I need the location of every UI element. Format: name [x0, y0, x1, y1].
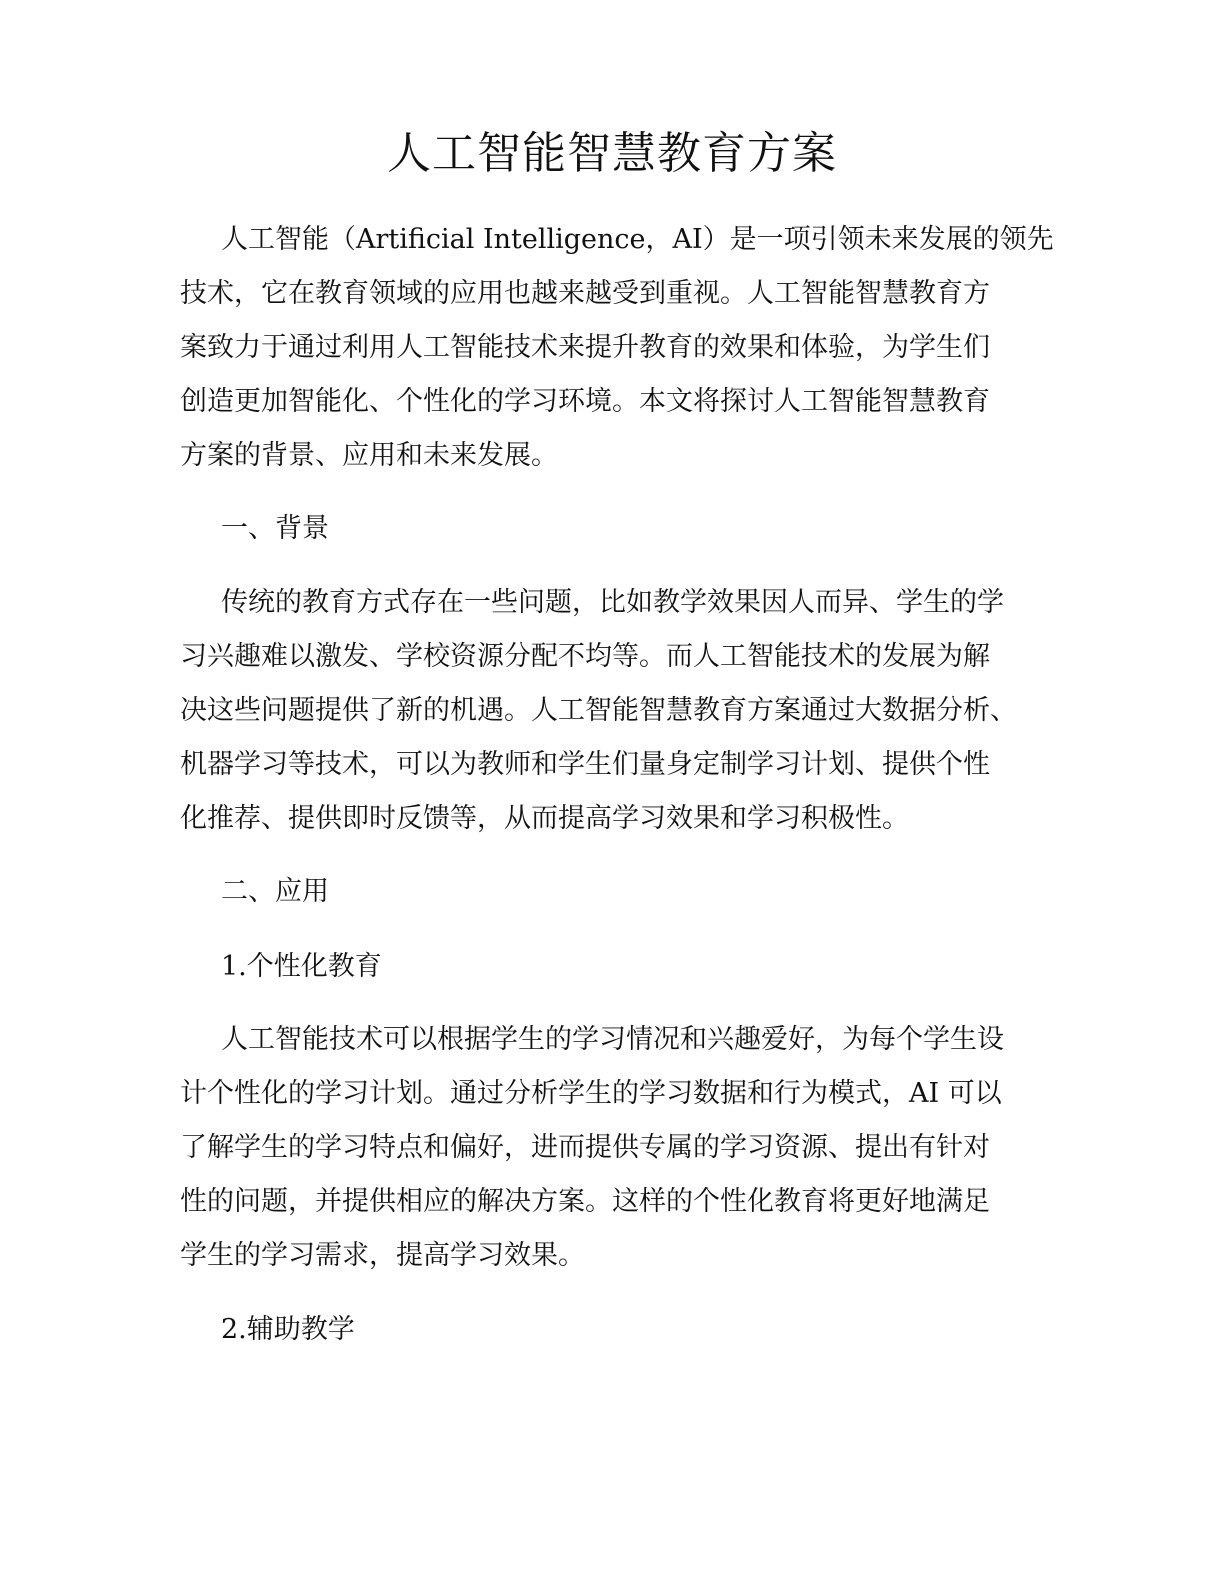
- section-heading: 二、应用: [221, 876, 329, 907]
- section-heading-background: [180, 502, 1080, 556]
- subsection-heading-assist: [180, 1303, 1080, 1357]
- paragraph-line: 学生的学习需求，提高学习效果。: [180, 1240, 585, 1271]
- paragraph-line: 人工智能技术可以根据学生的学习情况和兴趣爱好，为每个学生设: [221, 1024, 1004, 1055]
- intro-paragraph: [180, 213, 1080, 483]
- paragraph-line: 机器学习等技术，可以为教师和学生们量身定制学习计划、提供个性: [180, 749, 990, 780]
- paragraph-line: 化推荐、提供即时反馈等，从而提高学习效果和学习积极性。: [180, 803, 909, 834]
- paragraph-line: 人工智能（Artificial Intelligence，AI）是一项引领未来发展的领先: [221, 224, 1054, 255]
- paragraph-line: 决这些问题提供了新的机遇。人工智能智慧教育方案通过大数据分析、: [180, 695, 1017, 726]
- document-title: 人工智能智慧教育方案: [387, 128, 837, 179]
- paragraph-line: 创造更加智能化、个性化的学习环境。本文将探讨人工智能智慧教育: [180, 386, 990, 417]
- paragraph-line: 传统的教育方式存在一些问题，比如教学效果因人而异、学生的学: [221, 587, 1004, 618]
- section-heading: 一、背景: [221, 513, 329, 544]
- section-heading-application: [180, 865, 1080, 919]
- paragraph-line: 习兴趣难以激发、学校资源分配不均等。而人工智能技术的发展为解: [180, 641, 990, 672]
- background-paragraph: [180, 576, 1080, 846]
- paragraph-line: 计个性化的学习计划。通过分析学生的学习数据和行为模式，AI 可以: [180, 1078, 1002, 1109]
- paragraph-line: 方案的背景、应用和未来发展。: [180, 440, 558, 471]
- subsection-heading-personalized: [180, 940, 1080, 994]
- paragraph-line: 性的问题，并提供相应的解决方案。这样的个性化教育将更好地满足: [180, 1186, 990, 1217]
- subsection-heading: 2.辅助教学: [221, 1314, 355, 1345]
- paragraph-line: 技术，它在教育领域的应用也越来越受到重视。人工智能智慧教育方: [180, 278, 990, 309]
- personalized-paragraph: [180, 1013, 1080, 1283]
- paragraph-line: 了解学生的学习特点和偏好，进而提供专属的学习资源、提出有针对: [180, 1132, 990, 1163]
- subsection-heading: 1.个性化教育: [221, 951, 382, 982]
- paragraph-line: 案致力于通过利用人工智能技术来提升教育的效果和体验，为学生们: [180, 332, 990, 363]
